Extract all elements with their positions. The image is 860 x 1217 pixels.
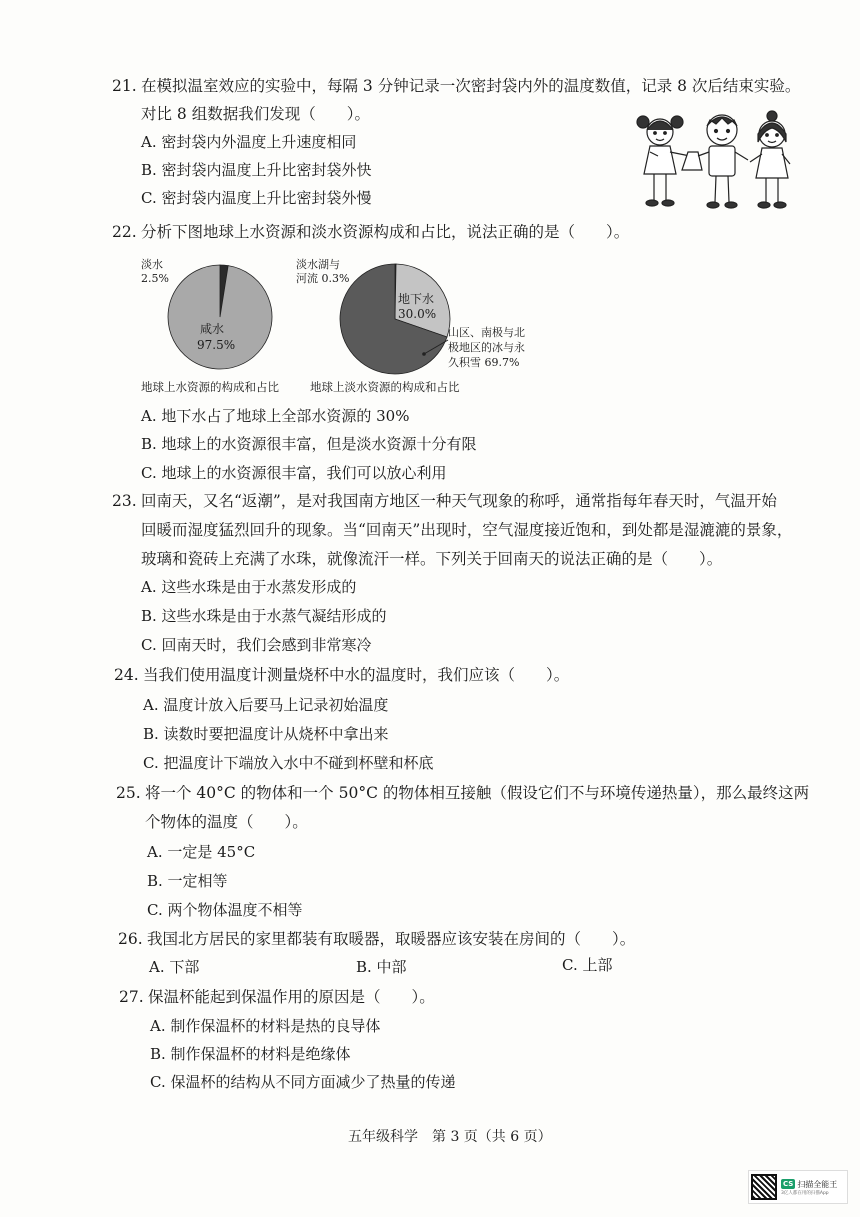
question-26-stem-line1: 我国北方居民的家里都装有取暖器，取暖器应该安装在房间的（ ）。 (147, 930, 636, 948)
camscanner-logo: CS (783, 1180, 794, 1188)
pie2-value-groundwater: 30.0% (398, 307, 437, 321)
question-21-option-a: A. 密封袋内外温度上升速度相同 (141, 133, 357, 151)
question-24-number: 24. (114, 666, 139, 684)
question-23-stem-line3: 玻璃和瓷砖上充满了水珠，就像流汗一样。下列关于回南天的说法正确的是（ ）。 (141, 550, 723, 568)
pie2-leader-line (420, 338, 450, 358)
question-21-option-c: C. 密封袋内温度上升比密封袋外慢 (141, 189, 372, 207)
question-26-option-c: C. 上部 (562, 956, 613, 974)
pie1-value-salt: 97.5% (197, 338, 236, 352)
scanner-badge-subtitle: 3亿人都在用的扫描App (781, 1190, 829, 1196)
question-23-stem-line1: 回南天，又名“返潮”，是对我国南方地区一种天气现象的称呼，通常指每年春天时，气温开始 (141, 492, 777, 510)
pie1-label-fresh: 淡水 (141, 258, 163, 271)
scanner-badge-title: 扫描全能王 (797, 1179, 838, 1189)
pie2-label-ice-line3: 久积雪 69.7% (448, 356, 520, 369)
question-25-option-b: B. 一定相等 (147, 872, 228, 890)
question-22-stem-line1: 分析下图地球上水资源和淡水资源构成和占比，说法正确的是（ ）。 (141, 223, 630, 241)
question-23-number: 23. (112, 492, 137, 510)
question-24-stem-line1: 当我们使用温度计测量烧杯中水的温度时，我们应该（ ）。 (143, 666, 570, 684)
question-24-option-a: A. 温度计放入后要马上记录初始温度 (143, 696, 389, 714)
pie2-label-ice-line2: 极地区的冰与永 (448, 341, 525, 354)
pie-chart-water-resources (165, 262, 275, 372)
question-27-option-a: A. 制作保温杯的材料是热的良导体 (150, 1017, 381, 1035)
question-23-option-b: B. 这些水珠是由于水蒸气凝结形成的 (141, 607, 387, 625)
pie1-slice-salt-water (168, 265, 272, 369)
question-26-option-a: A. 下部 (149, 958, 200, 976)
question-23-stem-line2: 回暖而湿度猛烈回升的现象。当“回南天”出现时，空气湿度接近饱和，到处都是湿漉漉的景象， (141, 521, 793, 539)
question-26-option-b: B. 中部 (356, 958, 407, 976)
question-22-number: 22. (112, 223, 137, 241)
question-25-option-a: A. 一定是 45°C (147, 843, 256, 861)
question-21-stem-line2: 对比 8 组数据我们发现（ ）。 (141, 105, 370, 123)
question-24-option-b: B. 读数时要把温度计从烧杯中拿出来 (143, 725, 389, 743)
scanner-badge (748, 1170, 848, 1204)
question-27-option-b: B. 制作保温杯的材料是绝缘体 (150, 1045, 351, 1063)
question-21-stem-line1: 在模拟温室效应的实验中，每隔 3 分钟记录一次密封袋内外的温度数值，记录 8 次后结束实验。 (141, 77, 801, 95)
question-27-stem-line1: 保温杯能起到保温作用的原因是（ ）。 (148, 988, 435, 1006)
question-26-number: 26. (118, 930, 143, 948)
question-27-option-c: C. 保温杯的结构从不同方面减少了热量的传递 (150, 1073, 456, 1091)
children-illustration (630, 108, 805, 216)
pie2-label-groundwater: 地下水 (398, 292, 435, 306)
question-21-number: 21. (112, 77, 137, 95)
question-21-option-b: B. 密封袋内温度上升比密封袋外快 (141, 161, 372, 179)
pie2-label-ice-line1: 山区、南极与北 (448, 326, 525, 339)
question-27-number: 27. (119, 988, 144, 1006)
question-25-stem-line2: 个物体的温度（ ）。 (145, 813, 308, 831)
question-25-option-c: C. 两个物体温度不相等 (147, 901, 303, 919)
question-22-option-b: B. 地球上的水资源很丰富，但是淡水资源十分有限 (141, 435, 477, 453)
question-22-option-c: C. 地球上的水资源很丰富，我们可以放心利用 (141, 464, 447, 482)
pie2-label-lakes-line2: 河流 0.3% (296, 272, 350, 285)
page-footer: 五年级科学 第 3 页（共 6 页） (348, 1129, 552, 1145)
pie1-value-fresh: 2.5% (141, 272, 169, 285)
pie1-caption: 地球上水资源的构成和占比 (141, 380, 279, 394)
question-25-stem-line1: 将一个 40°C 的物体和一个 50°C 的物体相互接触（假设它们不与环境传递热量），那么最终这两 (145, 784, 810, 802)
pie2-label-lakes-line1: 淡水湖与 (296, 258, 340, 271)
pie2-caption: 地球上淡水资源的构成和占比 (310, 380, 460, 394)
question-23-option-a: A. 这些水珠是由于水蒸发形成的 (141, 578, 357, 596)
question-25-number: 25. (116, 784, 141, 802)
question-22-option-a: A. 地下水占了地球上全部水资源的 30% (141, 407, 410, 425)
question-24-option-c: C. 把温度计下端放入水中不碰到杯壁和杯底 (143, 754, 434, 772)
question-23-option-c: C. 回南天时，我们会感到非常寒冷 (141, 636, 372, 654)
qr-code-icon (751, 1174, 777, 1200)
pie1-label-salt: 咸水 (200, 322, 225, 336)
